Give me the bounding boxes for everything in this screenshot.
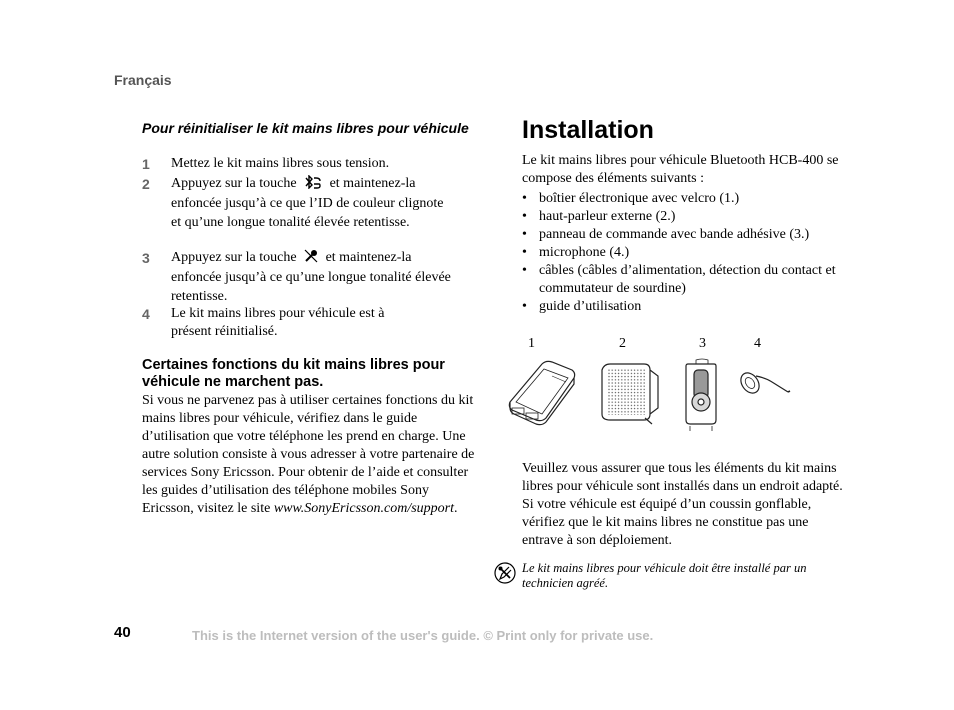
list-item: • guide d’utilisation <box>522 298 862 316</box>
step-text-before: Appuyez sur la touche <box>171 176 297 191</box>
step-text: Le kit mains libres pour véhicule est à présent réinitialisé. <box>171 306 385 340</box>
list-item: • microphone (4.) <box>522 244 862 262</box>
tools-note-icon <box>494 562 516 589</box>
step-text <box>171 249 461 306</box>
footer-notice: This is the Internet version of the user's guide. © Print only for private use. <box>192 628 654 643</box>
troubleshooting-body <box>142 392 477 518</box>
kit-components-illustration <box>502 356 802 432</box>
figure-label-4: 4 <box>754 336 761 351</box>
troubleshooting-heading: Certaines fonctions du kit mains libres pour véhicule ne marchent pas. <box>142 357 445 390</box>
list-item: • câbles (câbles d’alimentation, détection du contact et commutateur de sourdine) <box>522 262 862 298</box>
speaker-illustration <box>602 364 658 424</box>
mute-microphone-key-icon <box>303 249 319 269</box>
step-text-before: Appuyez sur la touche <box>171 250 297 265</box>
step-number: 2 <box>142 176 150 192</box>
step-number: 4 <box>142 306 150 322</box>
installation-intro: Le kit mains libres pour véhicule Bluetooth HCB-400 se compose des éléments suivants : <box>522 153 839 186</box>
step-text-after: et maintenez-la <box>329 176 416 191</box>
step-text-rest: enfoncée jusqu’à ce qu’une longue tonalité élevée retentisse. <box>171 270 451 304</box>
list-item: • panneau de commande avec bande adhésive (3.) <box>522 226 862 244</box>
installation-heading: Installation <box>522 116 654 144</box>
installation-note: Le kit mains libres pour véhicule doit être installé par un technicien agréé. <box>522 561 807 590</box>
section-language-label: Français <box>114 72 172 88</box>
step-text-after: et maintenez-la <box>325 250 412 265</box>
list-item: • haut-parleur externe (2.) <box>522 208 862 226</box>
step-number: 1 <box>142 156 150 172</box>
installation-advice: Veuillez vous assurer que tous les éléments du kit mains libres pour véhicule sont installés dans un endroit adapté. Si votre véhicule est équipé d’un coussin gonflable, vérifiez que le kit mains libres ne constitue pas une entrave à son déploiement. <box>522 461 843 548</box>
control-panel-illustration <box>686 359 716 431</box>
electronics-box-illustration <box>509 361 574 424</box>
step-number: 3 <box>142 250 150 266</box>
parts-list <box>522 190 862 316</box>
step-text <box>171 175 456 232</box>
microphone-illustration <box>737 369 790 396</box>
figure-label-3: 3 <box>699 336 706 351</box>
troubleshooting-text: Si vous ne parvenez pas à utiliser certaines fonctions du kit mains libres pour véhicule, vérifiez dans le guide d’utilisation que votre téléphone les prend en charge. Une autre solution consiste à vous adresser à votre partenaire de services Sony Ericsson. Pour obtenir de l’aide et consulter les guides d’utilisation des téléphone mobiles Sony Ericsson, visitez le site <box>142 393 475 516</box>
list-item: • boîtier électronique avec velcro (1.) <box>522 190 862 208</box>
bluetooth-key-icon <box>303 175 323 195</box>
figure-label-1: 1 <box>528 336 535 351</box>
reset-heading: Pour réinitialiser le kit mains libres pour véhicule <box>142 120 469 136</box>
figure-label-2: 2 <box>619 336 626 351</box>
page-number: 40 <box>114 624 131 641</box>
support-link[interactable]: www.SonyEricsson.com/support <box>273 501 455 516</box>
link-suffix: . <box>454 501 458 516</box>
step-text-rest: enfoncée jusqu’à ce que l’ID de couleur clignote et qu’une longue tonalité élevée retentisse. <box>171 196 444 230</box>
step-text: Mettez le kit mains libres sous tension. <box>171 156 390 171</box>
